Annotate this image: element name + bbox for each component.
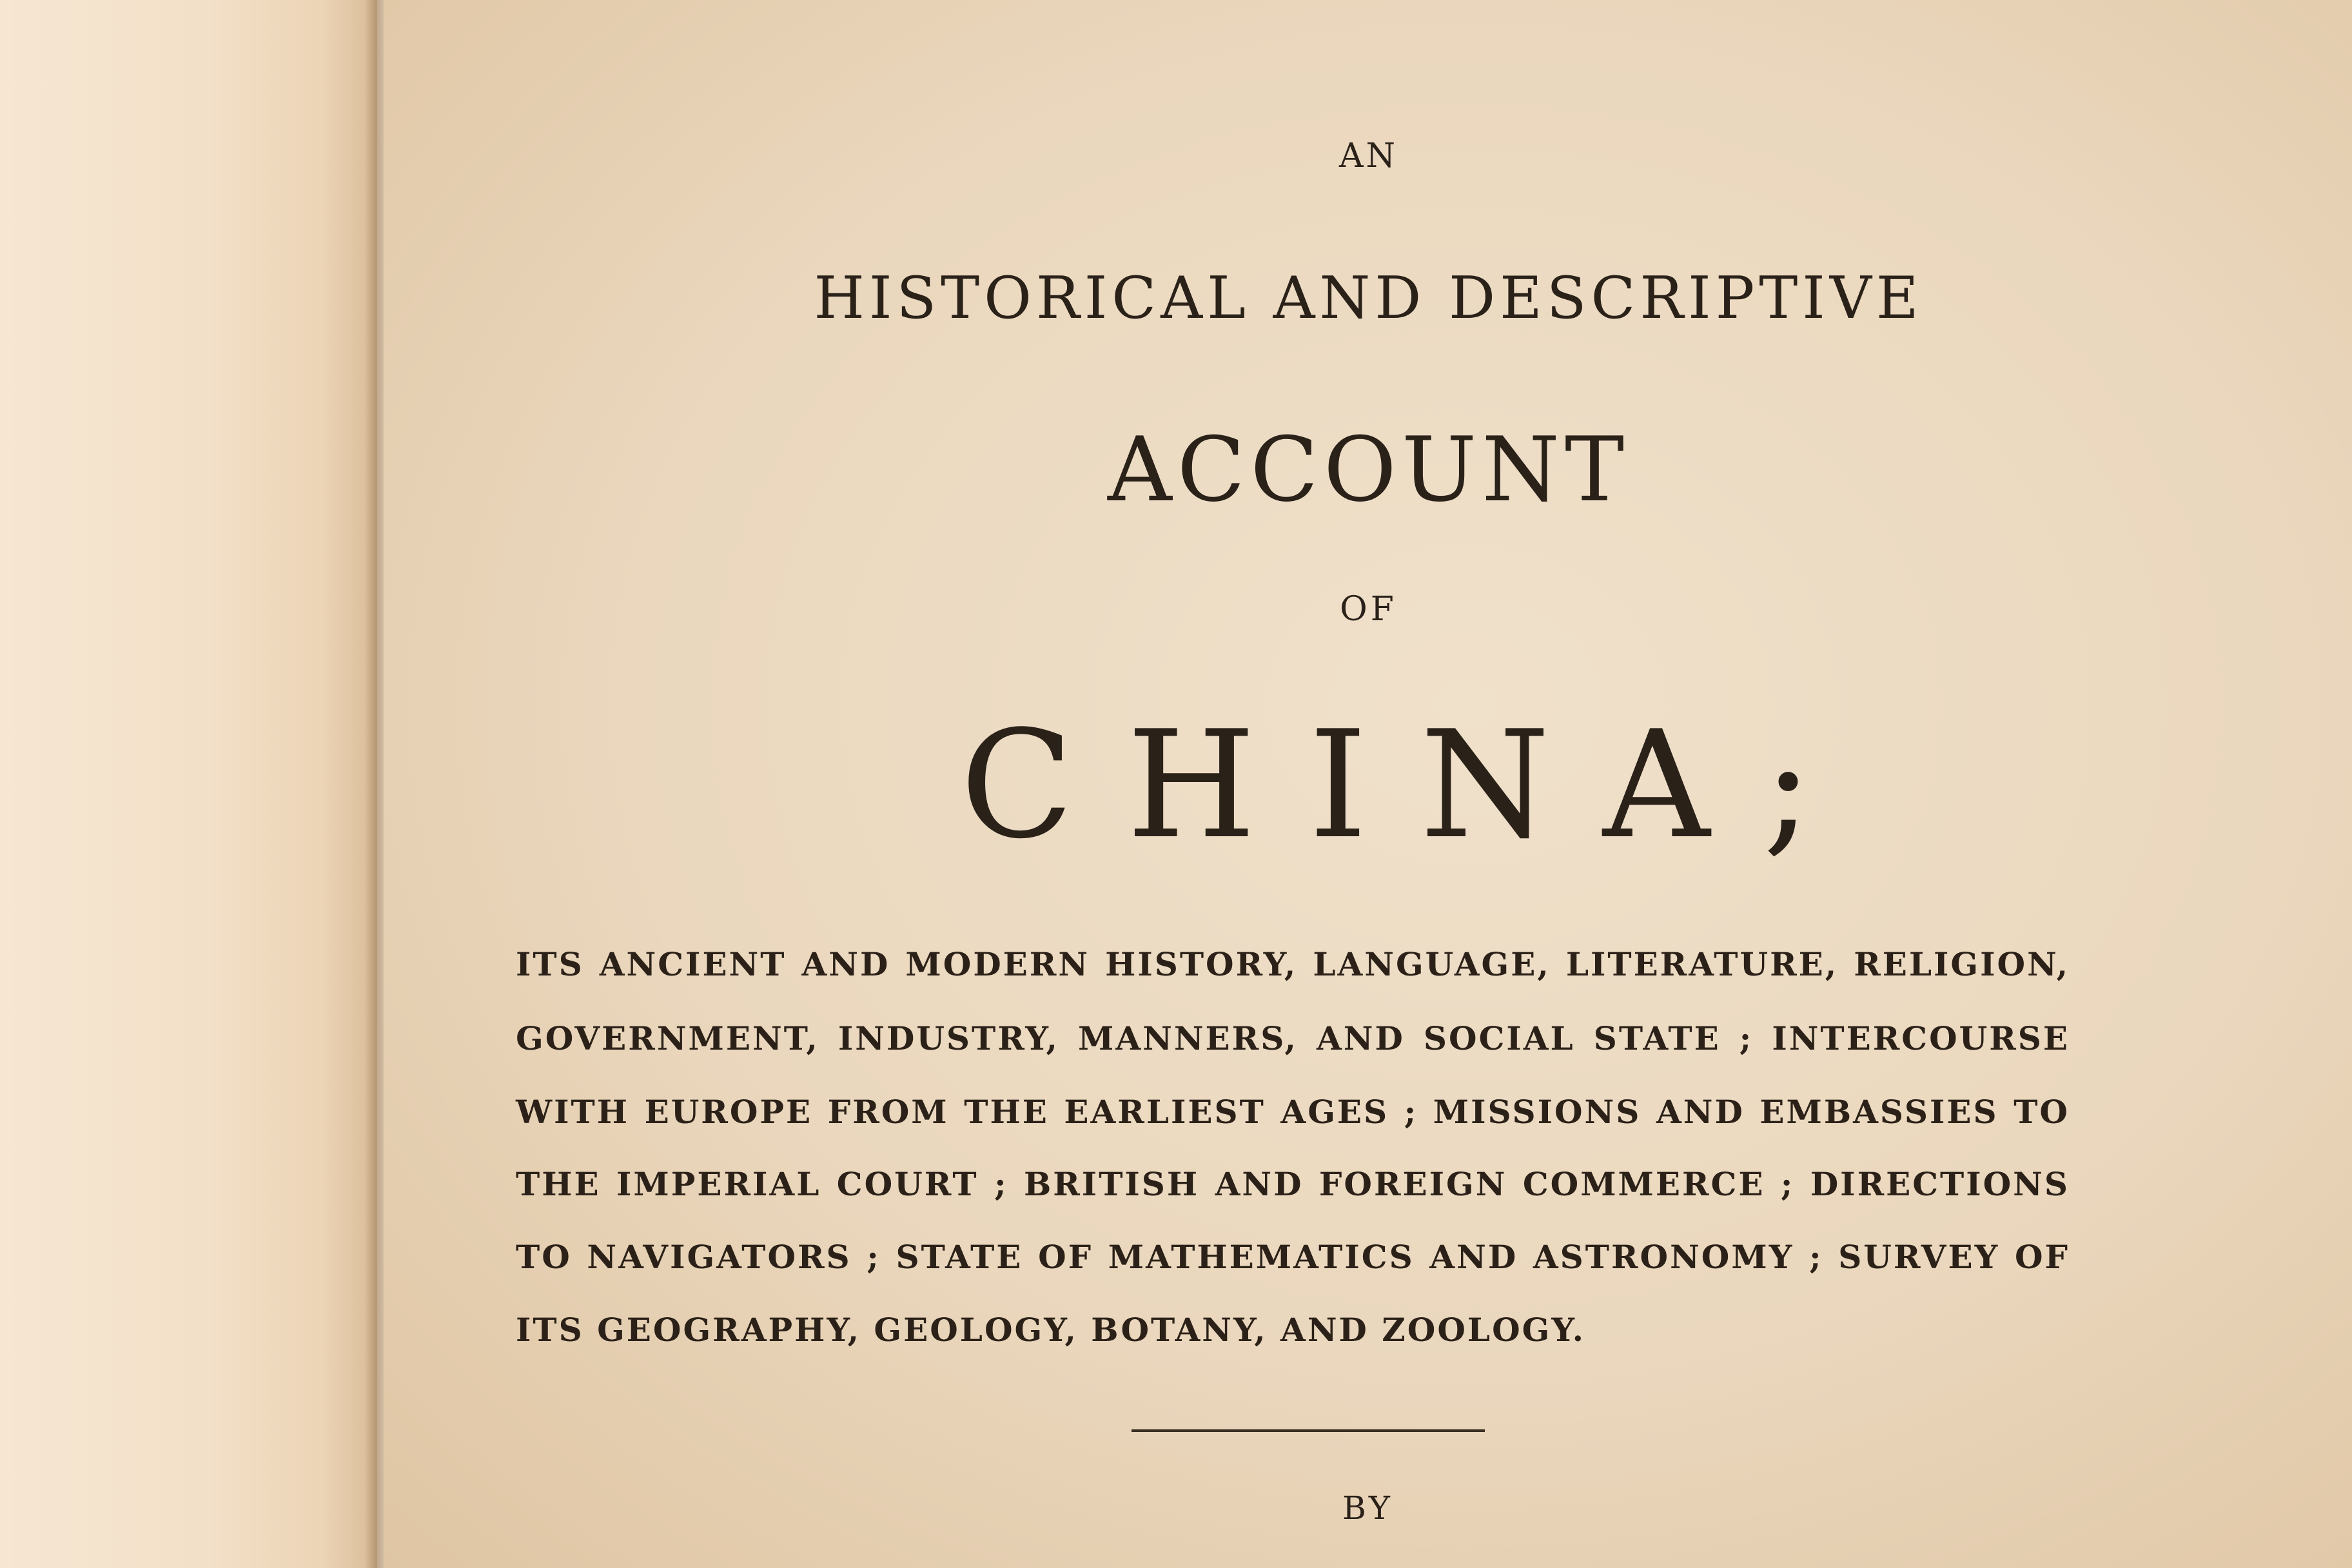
title-country: CHINA;: [960, 700, 1866, 872]
description-line: WITH EUROPE FROM THE EARLIEST AGES ; MISSIONS AND EMBASSIES TO: [516, 1093, 2070, 1131]
title-account: ACCOUNT: [1107, 418, 1630, 522]
title-article: AN: [1338, 137, 1398, 175]
description-line: ITS GEOGRAPHY, GEOLOGY, BOTANY, AND ZOOLOGY.: [516, 1311, 1585, 1349]
divider-rule: [1132, 1429, 1485, 1432]
description-line: TO NAVIGATORS ; STATE OF MATHEMATICS AND ASTRONOMY ; SURVEY OF: [516, 1238, 2070, 1276]
facing-blank-page: [0, 0, 377, 1568]
title-subtitle: HISTORICAL AND DESCRIPTIVE: [814, 264, 1923, 332]
title-of: OF: [1340, 590, 1397, 629]
description-line: GOVERNMENT, INDUSTRY, MANNERS, AND SOCIAL STATE ; INTERCOURSE: [516, 1019, 2070, 1057]
byline-by: BY: [1342, 1489, 1393, 1527]
description-line: THE IMPERIAL COURT ; BRITISH AND FOREIGN COMMERCE ; DIRECTIONS: [516, 1165, 2070, 1203]
description-line: ITS ANCIENT AND MODERN HISTORY, LANGUAGE, LITERATURE, RELIGION,: [516, 945, 2070, 983]
